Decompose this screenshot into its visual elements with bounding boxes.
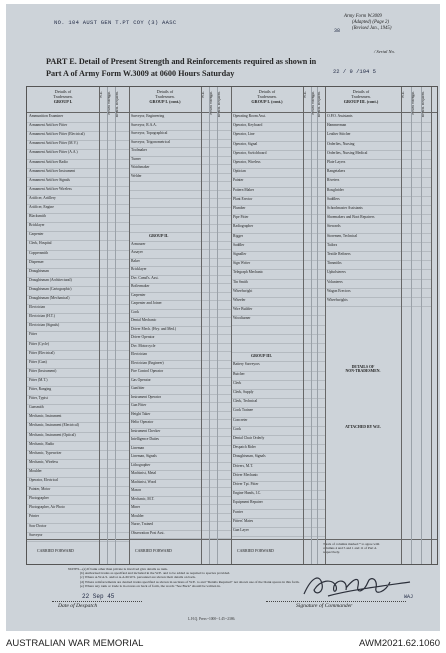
trade-row: Surveyor, Trigonometrical — [131, 139, 170, 144]
numeric-column-line — [421, 87, 422, 564]
trade-row: Wagon Erectors — [327, 288, 351, 293]
subheader-reinfts-required: Reinfts. Required. — [115, 91, 119, 118]
trade-row: Butcher — [233, 371, 245, 376]
trade-row: Welder — [131, 173, 142, 178]
trade-row: Operator, Signal — [233, 141, 258, 146]
row-separator — [325, 196, 431, 197]
trade-row: Armament Artificer Fitter (M.V.) — [29, 141, 78, 146]
trade-row: Storemen, Technical — [327, 233, 358, 238]
row-separator — [129, 215, 231, 216]
trade-row: Surveyor, Engineering — [131, 114, 165, 118]
trade-row: Saw Doctor — [29, 523, 47, 528]
trade-row: Electrician (Signals) — [29, 323, 60, 328]
trade-row: Moulder — [29, 468, 42, 473]
typed-signer: WAJ — [404, 594, 414, 600]
trade-row: Armament Artificer Wireless — [29, 186, 72, 191]
header-divider — [27, 112, 437, 113]
row-separator — [27, 331, 129, 332]
trade-row: Electrician (Engineer) — [131, 360, 164, 365]
trade-row: Draughtsman (Mechanical) — [29, 296, 70, 300]
date-of-despatch-label: Date of Despatch — [58, 603, 98, 609]
trade-row: Wheelwright — [233, 288, 253, 293]
trade-row: Driver Mech. (Hvy. and Med.) — [131, 326, 177, 331]
numeric-column-line — [209, 87, 210, 564]
note-line: (c) Where A.W.A.S. and/or A.A.M.W.S. personnel are shown their details on back. — [80, 575, 196, 580]
details-note-text: DETAILS OF — [351, 365, 375, 369]
trade-row: Shoemakers and Boot Repairers — [327, 215, 375, 220]
column-divider — [231, 87, 232, 564]
numeric-column-line — [217, 87, 218, 564]
col-header-text: GROUP I. (cont.) — [149, 99, 181, 104]
row-separator — [129, 487, 231, 488]
trade-row: Mechanic, Wireless — [29, 459, 59, 464]
col-header-text: GROUP I. (cont.) — [251, 99, 283, 104]
trade-row: Plate Layers — [327, 160, 346, 164]
totals-note: Totals of columns marked * to agree with columns 4 and 5 and 1 and 11 of Part A respectively. — [323, 542, 380, 554]
trade-row: Dental Mechanic — [131, 318, 157, 322]
row-separator — [27, 513, 129, 514]
carried-forward-divider — [27, 539, 437, 540]
trade-row: Fitter, Ranging — [29, 387, 52, 391]
row-separator — [129, 190, 231, 191]
row-separator — [129, 309, 231, 310]
trade-row: Photographer, Air Photo — [29, 505, 65, 510]
trade-row: Mechanic, Instrument (Optical) — [29, 432, 76, 437]
column-divider — [325, 87, 326, 564]
trade-row: Armament Artificer Fitter (Electrical) — [29, 132, 85, 137]
trade-row: Lineman — [131, 445, 145, 450]
trade-row: Fitter (Cycle) — [29, 341, 49, 346]
note-line: NOTES.--(a) If bank other than private is involved give details as rank. — [68, 567, 168, 571]
trade-row: Despatch Rider — [233, 445, 256, 450]
trade-row: Rigger — [233, 233, 244, 238]
despatch-date-line — [52, 601, 142, 602]
trade-row: Gunfitter — [131, 386, 145, 390]
note-line: (e) Where any rank or trade is in excess on back of form, the words "See Back" should be written in. — [80, 583, 221, 588]
subheader-reinfts-required: Reinfts. Required. — [217, 91, 221, 118]
caption-right: AWM2021.62.1060 — [359, 638, 440, 649]
col-header-text: Tradesmen. — [155, 94, 175, 99]
trade-row: Gun Fitter — [131, 403, 147, 407]
trade-row: Surveyor, R.A.A. — [131, 122, 157, 127]
trade-row: Dental Chair Orderly — [233, 436, 265, 440]
trade-row: Leather Stitcher — [327, 132, 351, 137]
col-header-group-1-cont — [131, 89, 199, 104]
trade-row: Tailors — [327, 242, 338, 247]
trade-row: Equipment Repairer — [233, 500, 263, 505]
col-header-text: Tradesmen. — [53, 94, 73, 99]
trade-row: Artificer, Engine — [29, 205, 54, 209]
row-separator — [129, 513, 231, 514]
col-header-text: Details of — [258, 89, 276, 94]
subheader-we: W.E. — [201, 91, 205, 99]
trade-row: Drivers, M.T. — [233, 463, 254, 468]
row-separator — [129, 156, 231, 157]
trade-row: Watchmaker — [131, 165, 150, 169]
trade-row: Baker — [131, 258, 140, 263]
trade-row: Signaller — [233, 252, 247, 256]
trade-row: Armament Artificer Fitter (A.A.) — [29, 150, 78, 155]
trade-row: Mechanic, Radio — [29, 441, 55, 446]
row-separator — [27, 541, 129, 542]
trade-row: Mechanic, M.T. — [131, 496, 155, 501]
trade-row: Mechanic, Instrument (Electrical) — [29, 423, 79, 428]
trade-row: Fitter (Instrument) — [29, 368, 57, 373]
trade-row: Tinsmiths — [327, 261, 342, 266]
trade-row: Miner — [131, 505, 141, 509]
trade-row: Fitter — [29, 332, 37, 337]
trade-row: Surveyor — [29, 532, 43, 537]
details-non-tradesmen — [325, 365, 401, 374]
serial-label: / Serial No. — [374, 49, 396, 54]
subheader-posted-strength: Posted Strength. — [209, 91, 213, 115]
trade-row: Helio Operator — [131, 420, 154, 424]
form-line: (Adapted) (Page 2) — [352, 20, 390, 25]
trade-row: Toolmaker — [131, 148, 147, 152]
row-separator — [129, 232, 231, 233]
row-separator — [129, 445, 231, 446]
trade-row: Cook — [233, 426, 241, 431]
note-line: (b) Authorised trades as specified and included in the W.E. and to be added as required to species provided. — [80, 571, 231, 576]
col-header-text: Tradesmen. — [351, 94, 371, 99]
trade-row: Fire Control Operator — [131, 369, 164, 373]
trade-row: Wire Builder — [233, 307, 253, 312]
strength-table — [26, 86, 438, 565]
col-header-text: Details of — [352, 89, 370, 94]
carried-forward-1: CARRIED FORWARD — [37, 549, 74, 553]
trade-row: Pipe Fitter — [233, 215, 249, 220]
trade-row: Gunsmith — [29, 405, 44, 410]
subheader-reinfts-required: Reinfts. Required. — [421, 91, 425, 118]
trade-row: Hammerman — [327, 123, 347, 128]
col-header-text: Details of — [156, 89, 174, 94]
trade-row: Painter, Motor — [29, 487, 51, 492]
trade-row: Armament Artificer Radio — [29, 159, 68, 164]
trade-row: Roughrider — [327, 187, 344, 192]
trade-row: Blacksmith — [29, 214, 46, 219]
trade-row: Schoolmaster Assistants — [327, 206, 363, 210]
trade-row: Armourer — [131, 241, 146, 246]
trade-row: Turner — [131, 156, 141, 161]
caption-bar — [0, 633, 446, 653]
trade-row: Armament Artificer Signals — [29, 177, 70, 182]
trade-row: Operating Room Asst. — [233, 114, 266, 118]
form-reference — [344, 14, 434, 32]
carried-forward-3: CARRIED FORWARD — [237, 549, 274, 553]
trade-row: Artificer, Artillery — [29, 195, 56, 200]
trade-row: Electrician — [29, 305, 45, 310]
numeric-column-line — [115, 87, 116, 564]
trade-row: Fitter (Electrical) — [29, 350, 55, 355]
trade-row: Gas Operator — [131, 377, 151, 382]
despatch-date-typed: 22 Sep 45 — [82, 593, 115, 600]
column-divider — [99, 87, 100, 564]
trade-row: Driver Mechanic — [233, 472, 259, 477]
trade-row: Orderlies, Nursing — [327, 141, 355, 146]
col-header-text: GROUP I. — [53, 99, 73, 104]
numeric-column-line — [317, 87, 318, 564]
trade-row: Clerk, Supply — [233, 390, 254, 394]
subheader-reinfts-required: Reinfts. Required. — [317, 91, 321, 118]
column-divider — [201, 87, 202, 564]
subheader-we: W.E. — [303, 91, 307, 99]
trade-row: Operator, Wireless — [233, 160, 261, 164]
subheader-posted-strength: Posted Strength. — [107, 91, 111, 115]
trade-row: Saddlers — [327, 196, 340, 201]
group-subheading: GROUP III. — [251, 353, 272, 359]
subheader-posted-strength: Posted Strength. — [411, 91, 415, 115]
numeric-column-line — [107, 87, 108, 564]
trade-row: Armament Artificer Instrument — [29, 168, 76, 173]
trade-row: Farrier — [233, 509, 244, 514]
column-divider — [401, 87, 402, 564]
form-title-line-1: PART E. Detail of Present Strength and Reinforcements required as shown in — [46, 57, 317, 66]
column-divider — [129, 87, 130, 564]
trade-row: O.P.O. Assistants — [327, 114, 353, 118]
trade-row: Lineman, Signals — [131, 454, 157, 458]
trade-row: Observation Post Asst. — [131, 530, 165, 535]
signature-line — [266, 601, 406, 602]
trade-row: Carpenter — [29, 232, 44, 237]
printer-imprint: L.H.Q. Press--1000--1.45--2386. — [188, 617, 236, 621]
trade-row: Sign Writer — [233, 261, 251, 266]
trade-row: Carpenter and Joiner — [131, 301, 162, 305]
subheader-posted-strength: Posted Strength. — [311, 91, 315, 115]
trade-row: Operator, Electrical — [29, 478, 58, 482]
trade-row: Riveters — [327, 178, 340, 183]
trade-row: Operator, Keyboard — [233, 123, 263, 128]
group-subheading: GROUP II. — [149, 233, 169, 238]
trade-row: Radiographer — [233, 224, 254, 229]
column-divider — [431, 87, 432, 564]
row-separator — [129, 207, 231, 208]
trade-row: Plumber — [233, 206, 246, 210]
trade-row: Operator, Switchboard — [233, 150, 267, 155]
trade-row: Machinist, Wood — [131, 479, 157, 484]
commander-signature — [298, 570, 418, 600]
trade-row: Lithographer — [131, 462, 151, 467]
row-separator — [129, 198, 231, 199]
row-separator — [27, 468, 129, 469]
form-line: (Revised Jan., 1945) — [352, 26, 392, 31]
trade-row: Electrician — [131, 352, 147, 356]
trade-row: Cook — [131, 309, 139, 314]
trade-row: Boilermaker — [131, 284, 150, 288]
form-line: Army Form W.3009 — [344, 14, 382, 19]
caption-left: AUSTRALIAN WAR MEMORIAL — [6, 638, 144, 649]
subheader-we: W.E. — [99, 91, 103, 99]
trade-row: Pattern Maker — [233, 187, 254, 192]
trade-row: Wheelwrights — [327, 298, 348, 302]
trade-row: Fitter (M.T.) — [29, 377, 48, 382]
trade-row: Machinist, Metal — [131, 471, 157, 475]
trade-row: Carpenter — [131, 292, 146, 297]
trade-row: Clerk — [233, 380, 242, 385]
trade-row: Assayer — [131, 250, 143, 254]
row-separator — [129, 249, 231, 250]
numeric-column-line — [311, 87, 312, 564]
typed-serial-number: 38 — [334, 28, 341, 34]
trade-row: Draughtsman (Architectural) — [29, 277, 72, 282]
trade-row: Concreter — [233, 417, 248, 422]
unit-typed-heading: NO. 104 AUST GEN T.PT COY (3) AASC — [54, 19, 177, 26]
trade-row: Instrument Operator — [131, 394, 162, 399]
trade-row: Wheeler — [233, 298, 246, 302]
trade-row: Orderlies, Nursing Medical — [327, 150, 368, 155]
trade-row: Optician — [233, 169, 246, 174]
trade-row: Operator, Line — [233, 132, 255, 137]
col-header-group-1-cont-2 — [233, 89, 301, 104]
trade-row: Intelligence Duties — [131, 437, 159, 441]
trade-row: Photographer — [29, 496, 49, 501]
subheader-we: W.E. — [401, 91, 405, 99]
trade-row: Instrument Checker — [131, 428, 161, 433]
col-header-text: Tradesmen. — [257, 94, 277, 99]
trade-row: Draughtsman — [29, 268, 49, 273]
row-separator — [129, 258, 231, 259]
trade-row: Dispenser — [29, 259, 44, 264]
row-separator — [325, 242, 431, 243]
col-header-group-1 — [29, 89, 97, 104]
trade-row: Driver Operator — [131, 335, 155, 339]
col-header-text: GROUP III. (cont.) — [343, 99, 379, 104]
trade-row: Height Taker — [131, 411, 151, 416]
row-separator — [129, 224, 231, 225]
details-note-text: NON-TRADESMEN. — [345, 369, 381, 374]
trade-row: Cook Trainee — [233, 408, 253, 413]
signature-label: Signature of Commander — [296, 603, 353, 609]
col-header-text: Details of — [54, 89, 72, 94]
trade-row: Printer — [29, 514, 40, 519]
trade-row: Dvr. Motorcycle — [131, 343, 156, 348]
trade-row: Plant Erector — [233, 196, 253, 201]
column-divider — [303, 87, 304, 564]
trade-row: Bricklayer — [29, 223, 45, 228]
trade-row: Fitter (Gun) — [29, 359, 47, 364]
row-separator — [129, 173, 231, 174]
trade-row: Mechanic, Typewriter — [29, 450, 62, 455]
trade-row: Telegraph Mechanic — [233, 270, 264, 275]
row-separator — [129, 181, 231, 182]
row-separator — [325, 306, 431, 307]
row-separator — [129, 504, 231, 505]
trade-row: Painter — [233, 178, 244, 183]
trade-row: Volunteers — [327, 279, 343, 284]
trade-row: Nurse, Trained — [131, 522, 153, 526]
trade-row: Electrician (H.T.) — [29, 314, 55, 319]
trade-row: Ammunition Examiner — [29, 114, 64, 118]
trade-row: Textile Refiners — [327, 252, 351, 256]
trade-row: Draughtsman, Signals — [233, 454, 266, 459]
col-header-group-3-cont — [327, 89, 395, 104]
trade-row: Moulder — [131, 513, 144, 518]
trade-row: Fitters' Mates — [233, 518, 254, 523]
trade-row: Woodturner — [233, 316, 251, 321]
note-line: (d) Where reinforcements are desired trades specified as shown in sections of W.E. to and "Details Required" not shown use of the blank spaces in this form. — [80, 579, 300, 584]
trade-row: Engine Hands, I.C. — [233, 491, 262, 496]
row-separator — [325, 177, 431, 178]
attached-by-we: ATTACHED BY W.E. — [345, 425, 381, 429]
carried-forward-2: CARRIED FORWARD — [135, 549, 172, 553]
trade-row: Tin Smith — [233, 279, 248, 284]
trade-row: Clerk, Technical — [233, 399, 258, 404]
trade-row: Mechanic, Instrument — [29, 414, 62, 419]
numeric-column-line — [411, 87, 412, 564]
typed-date: 22 / 9 /194 5 — [333, 68, 376, 75]
trade-row: Bricklayer — [131, 267, 147, 271]
trade-row: Rangetakers — [327, 169, 346, 174]
form-sheet — [6, 4, 440, 631]
trade-row: Draughtsman (Cartographic) — [29, 286, 72, 291]
trade-row: Fitter, Typist — [29, 396, 48, 401]
trade-row: Dvr. Comd's. Asst. — [131, 275, 159, 280]
trade-row: Armament Artificer Fitter — [29, 123, 68, 128]
trade-row: Upholsterers — [327, 270, 346, 275]
trade-row: Clerk, Hospital — [29, 241, 52, 246]
trade-row: Stewards — [327, 224, 341, 229]
trade-row: Mason — [131, 488, 142, 492]
trade-row: Surveyor, Topographical — [131, 131, 168, 135]
trade-row: Saddler — [233, 242, 245, 247]
trade-row: Battery Surveyors — [233, 362, 260, 367]
trade-row: Driver Tpt. Fitter — [233, 482, 259, 486]
trade-row: Gun Layer — [233, 528, 249, 532]
trade-row: Coppersmith — [29, 250, 49, 255]
form-title-line-2: Part A of Army Form W.3009 at 0600 Hours Saturday — [46, 69, 235, 78]
